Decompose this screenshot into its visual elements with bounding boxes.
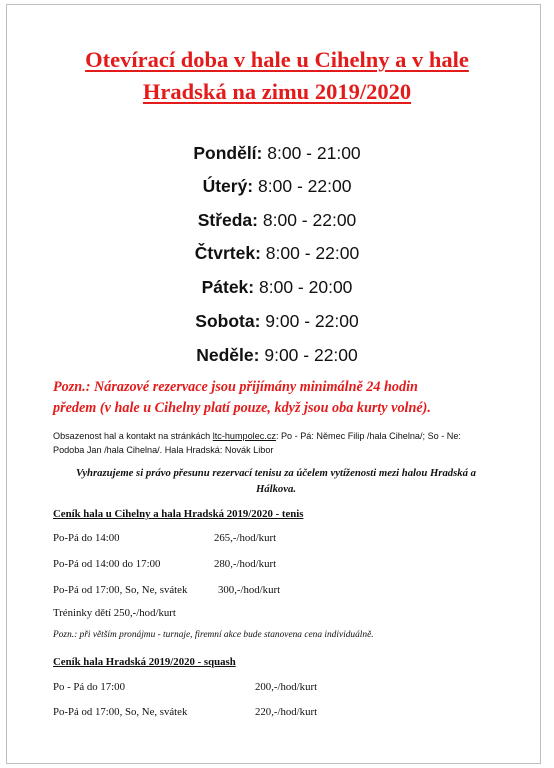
day-name: Pátek: <box>201 277 255 297</box>
hours-thursday <box>0 242 554 264</box>
reservation-statement <box>53 465 499 497</box>
tennis-row-label: Po-Pá od 17:00, So, Ne, svátek <box>53 584 188 596</box>
tennis-row-label: Po-Pá od 14:00 do 17:00 <box>53 558 161 570</box>
day-name: Pondělí: <box>193 143 263 163</box>
day-name: Sobota: <box>195 311 261 331</box>
reservation-note-line-1: Pozn.: Nárazové rezervace jsou přijímány minimálně 24 hodin <box>53 379 418 395</box>
hours-monday <box>0 142 554 164</box>
day-name: Úterý: <box>202 176 254 196</box>
squash-row-label: Po - Pá do 17:00 <box>53 681 125 693</box>
squash-row-price: 220,-/hod/kurt <box>255 706 318 718</box>
day-time: 8:00 - 20:00 <box>259 277 353 297</box>
contact-line-1 <box>53 430 461 442</box>
hours-sunday <box>0 344 554 366</box>
reservation-statement-line-1: Vyhrazujeme si právo přesunu rezervací tenisu za účelem vytíženosti mezi halou Hradská a <box>75 467 476 479</box>
day-time: 9:00 - 22:00 <box>264 345 358 365</box>
page-title-line-2: Hradská na zimu 2019/2020 <box>142 79 412 104</box>
tennis-pricelist-heading: Ceník hala u Cihelny a hala Hradská 2019/2020 - tenis <box>53 508 304 520</box>
kids-training-price: Tréninky dětí 250,-/hod/kurt <box>53 607 176 619</box>
hours-tuesday <box>0 175 554 197</box>
squash-row-price: 200,-/hod/kurt <box>255 681 318 693</box>
reservation-note-line-2: předem (v hale u Cihelny platí pouze, když jsou oba kurty volné). <box>53 400 431 416</box>
hours-wednesday <box>0 209 554 231</box>
squash-pricelist-heading: Ceník hala Hradská 2019/2020 - squash <box>53 656 236 668</box>
website-link[interactable]: ltc-humpolec.cz <box>212 431 276 441</box>
page-title-line-1: Otevírací doba v hale u Cihelny a v hale <box>85 47 469 72</box>
day-name: Středa: <box>197 210 258 230</box>
day-name: Neděle: <box>196 345 260 365</box>
reservation-note <box>53 377 493 419</box>
day-name: Čtvrtek: <box>194 243 261 263</box>
day-time: 8:00 - 22:00 <box>258 176 352 196</box>
contact-line-2: Podoba Jan /hala Cihelna/. Hala Hradská: Novák Libor <box>53 445 274 455</box>
contact-text: : Po - Pá: Němec Filip /hala Cihelna/; So - Ne: <box>275 431 461 441</box>
tennis-row-price: 300,-/hod/kurt <box>218 584 281 596</box>
day-time: 9:00 - 22:00 <box>265 311 359 331</box>
contact-text: Obsazenost hal a kontakt na stránkách <box>53 431 213 441</box>
day-time: 8:00 - 22:00 <box>262 210 357 230</box>
tennis-row-price: 265,-/hod/kurt <box>214 532 277 544</box>
day-time: 8:00 - 22:00 <box>265 243 360 263</box>
day-time: 8:00 - 21:00 <box>267 143 361 163</box>
hours-friday <box>0 276 554 298</box>
tennis-row-price: 280,-/hod/kurt <box>214 558 277 570</box>
tennis-row-label: Po-Pá do 14:00 <box>53 532 120 544</box>
reservation-statement-line-2: Hálkova. <box>255 483 297 495</box>
hours-saturday <box>0 310 554 332</box>
squash-row-label: Po-Pá od 17:00, So, Ne, svátek <box>53 706 188 718</box>
pricing-footnote: Pozn.: při větším pronájmu - turnaje, firemní akce bude stanovena cena individuálně. <box>53 630 374 640</box>
